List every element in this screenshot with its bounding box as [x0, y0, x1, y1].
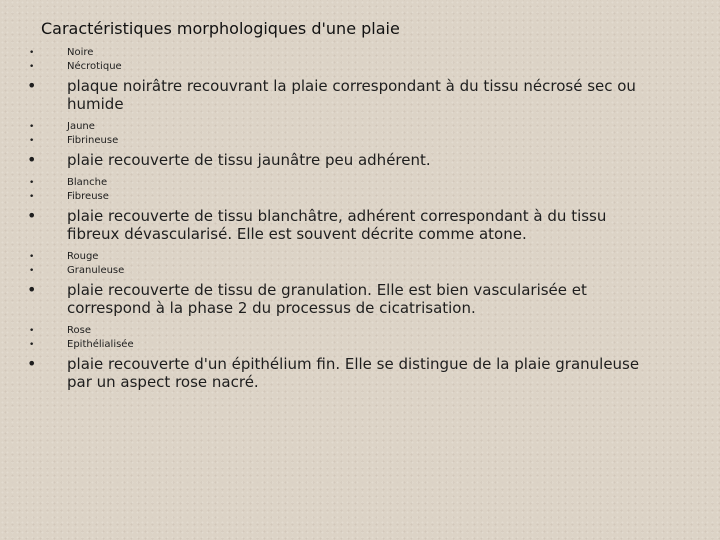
bullet-icon: • — [29, 252, 35, 262]
type-label-item — [29, 60, 669, 74]
bullet-icon: • — [27, 280, 37, 299]
bullet-icon: • — [29, 326, 35, 336]
bullet-icon: • — [29, 178, 35, 188]
type-label: Fibrineuse — [67, 135, 119, 146]
color-label: Rouge — [67, 251, 99, 262]
wound-group-rose — [29, 324, 669, 391]
bullet-icon: • — [29, 192, 35, 202]
color-label: Jaune — [67, 121, 95, 132]
wound-group-rouge — [29, 250, 669, 317]
description-item — [29, 355, 669, 391]
bullet-icon: • — [29, 266, 35, 276]
color-label-item — [29, 324, 669, 338]
bullet-icon: • — [27, 206, 37, 225]
color-label: Rose — [67, 325, 91, 336]
description-text: plaie recouverte de tissu blanchâtre, adhérent correspondant à du tissu fibreux dévascularisé. Elle est souvent décrite comme atone. — [67, 207, 607, 243]
type-label: Granuleuse — [67, 265, 125, 276]
bullet-icon: • — [29, 340, 35, 350]
description-text: plaie recouverte de tissu jaunâtre peu adhérent. — [67, 151, 431, 169]
color-label: Noire — [67, 47, 94, 58]
bullet-icon: • — [27, 150, 37, 169]
bullet-icon: • — [29, 122, 35, 132]
description-item — [29, 281, 669, 317]
color-label-item — [29, 176, 669, 190]
description-item — [29, 207, 669, 243]
wound-group-blanche — [29, 176, 669, 243]
description-item — [29, 77, 669, 113]
bullet-icon: • — [29, 136, 35, 146]
description-text: plaie recouverte de tissu de granulation. Elle est bien vascularisée et correspond à la phase 2 du processus de cicatrisation. — [67, 281, 587, 317]
type-label: Epithélialisée — [67, 339, 134, 350]
type-label-item — [29, 190, 669, 204]
type-label: Nécrotique — [67, 61, 122, 72]
bullet-icon: • — [27, 354, 37, 373]
bullet-icon: • — [29, 62, 35, 72]
type-label: Fibreuse — [67, 191, 109, 202]
bullet-icon: • — [29, 48, 35, 58]
color-label: Blanche — [67, 177, 108, 188]
wound-group-jaune — [29, 120, 669, 169]
type-label-item — [29, 338, 669, 352]
slide-title: Caractéristiques morphologiques d'une plaie — [41, 19, 400, 38]
type-label-item — [29, 264, 669, 278]
description-item — [29, 151, 669, 169]
bullet-list — [29, 46, 669, 398]
description-text: plaque noirâtre recouvrant la plaie correspondant à du tissu nécrosé sec ou humide — [67, 77, 636, 113]
color-label-item — [29, 120, 669, 134]
bullet-icon: • — [27, 76, 37, 95]
color-label-item — [29, 46, 669, 60]
color-label-item — [29, 250, 669, 264]
description-text: plaie recouverte d'un épithélium fin. Elle se distingue de la plaie granuleuse par un aspect rose nacré. — [67, 355, 640, 391]
wound-group-noire — [29, 46, 669, 113]
type-label-item — [29, 134, 669, 148]
